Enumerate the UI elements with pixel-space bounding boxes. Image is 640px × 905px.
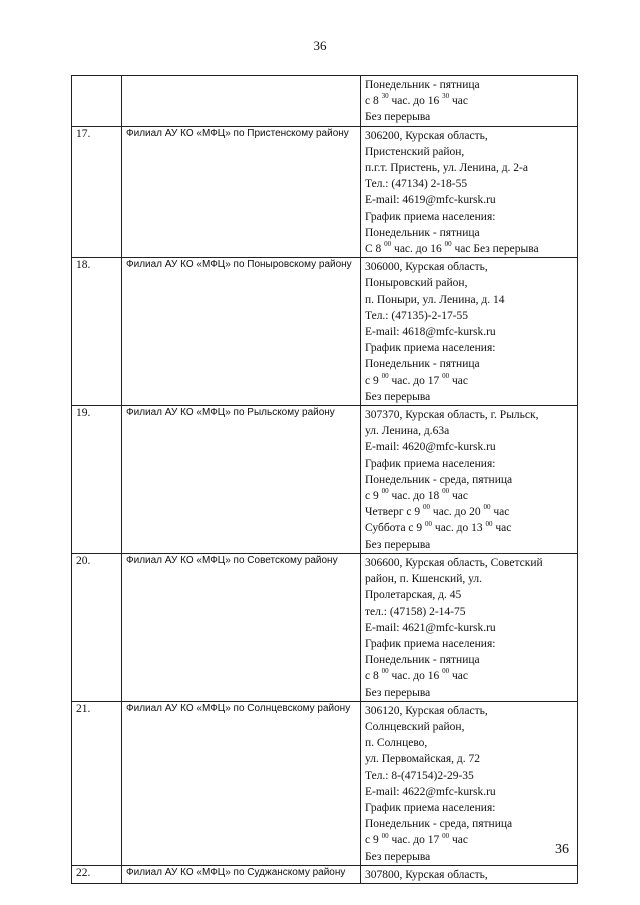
- detail-text: Понедельник - среда, пятница: [365, 818, 513, 831]
- minutes-superscript: 00: [442, 831, 450, 840]
- detail-line: [365, 685, 573, 701]
- detail-line: [365, 109, 573, 125]
- detail-text: Без перерыва: [365, 538, 431, 551]
- detail-text: час: [449, 834, 468, 847]
- minutes-superscript: 00: [381, 667, 389, 676]
- detail-line: [365, 93, 573, 109]
- detail-text: час: [449, 95, 468, 108]
- branches-table: [71, 75, 578, 884]
- detail-text: Пристенский район,: [365, 145, 465, 158]
- detail-text: час. до 16: [391, 243, 445, 256]
- detail-line: [365, 209, 573, 225]
- detail-line: [365, 439, 573, 455]
- detail-text: Без перерыва: [365, 390, 431, 403]
- table-row: [72, 126, 578, 258]
- branch-name: Филиал АУ КО «МФЦ» по Пристенскому району: [122, 126, 361, 258]
- detail-text: С 8: [365, 243, 385, 256]
- table-row: [72, 865, 578, 883]
- minutes-superscript: 00: [381, 371, 389, 380]
- branch-name: Филиал АУ КО «МФЦ» по Советскому району: [122, 553, 361, 701]
- branch-details: [361, 701, 578, 865]
- detail-text: Понедельник - среда, пятница: [365, 473, 513, 486]
- detail-line: [365, 849, 573, 865]
- table-row: [72, 76, 578, 127]
- detail-text: час Без перерыва: [451, 243, 539, 256]
- row-number: 19.: [72, 406, 122, 554]
- table-row: [72, 553, 578, 701]
- detail-line: [365, 176, 573, 192]
- detail-text: Тел.: (47135)-2-17-55: [365, 309, 469, 322]
- detail-line: [365, 259, 573, 275]
- detail-text: час. до 17: [388, 374, 443, 387]
- detail-line: [365, 620, 573, 636]
- detail-text: с 9: [365, 374, 382, 387]
- table-body: [72, 76, 578, 884]
- page-number-bottom: 36: [555, 842, 569, 857]
- detail-text: час. до 20: [430, 506, 484, 519]
- detail-text: час: [492, 522, 512, 535]
- detail-line: [365, 472, 573, 488]
- table-row: [72, 701, 578, 865]
- detail-text: час: [449, 490, 468, 503]
- detail-text: 306120, Курская область,: [365, 704, 488, 717]
- detail-text: Без перерыва: [365, 850, 431, 863]
- branch-name: Филиал АУ КО «МФЦ» по Рыльскому району: [122, 406, 361, 554]
- detail-text: час: [449, 670, 468, 683]
- row-number: 21.: [72, 701, 122, 865]
- detail-line: [365, 144, 573, 160]
- minutes-superscript: 30: [442, 92, 450, 101]
- minutes-superscript: 00: [381, 831, 389, 840]
- detail-line: [365, 537, 573, 553]
- detail-text: E-mail: 4618@mfc-kursk.ru: [365, 326, 496, 339]
- minutes-superscript: 30: [381, 92, 389, 101]
- detail-line: [365, 160, 573, 176]
- detail-text: п. Солнцево,: [365, 737, 428, 750]
- branch-details: [361, 865, 578, 883]
- detail-text: район, п. Кшенский, ул.: [365, 573, 482, 586]
- branch-details: [361, 126, 578, 258]
- detail-text: час. до 16: [388, 95, 443, 108]
- minutes-superscript: 00: [442, 487, 450, 496]
- detail-text: час. до 13: [432, 522, 486, 535]
- branch-name: Филиал АУ КО «МФЦ» по Суджанскому району: [122, 865, 361, 883]
- detail-line: [365, 604, 573, 620]
- detail-text: час: [449, 374, 468, 387]
- detail-text: час. до 17: [388, 834, 443, 847]
- detail-text: График приема населения:: [365, 801, 496, 814]
- detail-line: [365, 555, 573, 571]
- detail-line: [365, 488, 573, 504]
- detail-line: [365, 308, 573, 324]
- detail-line: [365, 356, 573, 372]
- detail-line: [365, 768, 573, 784]
- detail-line: [365, 241, 573, 257]
- minutes-superscript: 00: [483, 503, 491, 512]
- detail-line: [365, 504, 573, 520]
- detail-text: Пролетарская, д. 45: [365, 589, 462, 602]
- detail-line: [365, 192, 573, 208]
- detail-text: с 8: [365, 670, 382, 683]
- branch-details: [361, 406, 578, 554]
- minutes-superscript: 00: [442, 667, 450, 676]
- detail-line: [365, 407, 573, 423]
- detail-line: [365, 292, 573, 308]
- detail-text: час. до 18: [388, 490, 443, 503]
- detail-line: [365, 816, 573, 832]
- table-row: [72, 406, 578, 554]
- detail-line: [365, 423, 573, 439]
- detail-text: час: [490, 506, 510, 519]
- minutes-superscript: 00: [384, 240, 392, 249]
- detail-line: [365, 867, 573, 883]
- detail-line: [365, 703, 573, 719]
- detail-text: Понедельник - пятница: [365, 226, 480, 239]
- detail-text: График приема населения:: [365, 210, 496, 223]
- row-number: 18.: [72, 258, 122, 406]
- detail-text: E-mail: 4622@mfc-kursk.ru: [365, 785, 496, 798]
- minutes-superscript: 00: [423, 503, 431, 512]
- detail-text: График приема населения:: [365, 342, 496, 355]
- detail-line: [365, 389, 573, 405]
- detail-text: Без перерыва: [365, 686, 431, 699]
- detail-line: [365, 652, 573, 668]
- table-row: [72, 258, 578, 406]
- branch-details: [361, 258, 578, 406]
- detail-text: График приема населения:: [365, 637, 496, 650]
- detail-text: Понедельник - пятница: [365, 79, 480, 91]
- detail-line: [365, 571, 573, 587]
- detail-text: ул. Первомайская, д. 72: [365, 753, 480, 766]
- detail-line: [365, 800, 573, 816]
- detail-text: 306000, Курская область,: [365, 261, 488, 274]
- detail-line: [365, 456, 573, 472]
- detail-text: п. Поныри, ул. Ленина, д. 14: [365, 293, 505, 306]
- detail-line: [365, 587, 573, 603]
- detail-line: [365, 324, 573, 340]
- branch-name: Филиал АУ КО «МФЦ» по Солнцевскому району: [122, 701, 361, 865]
- detail-line: [365, 668, 573, 684]
- row-number: [72, 76, 122, 127]
- branch-details: [361, 553, 578, 701]
- detail-text: п.г.т. Пристень, ул. Ленина, д. 2-а: [365, 162, 528, 175]
- detail-text: 306200, Курская область,: [365, 129, 488, 142]
- detail-text: 307370, Курская область, г. Рыльск,: [365, 409, 539, 422]
- detail-line: [365, 128, 573, 144]
- detail-text: ул. Ленина, д.63а: [365, 425, 450, 438]
- detail-line: [365, 340, 573, 356]
- detail-text: час. до 16: [388, 670, 443, 683]
- detail-line: [365, 77, 573, 93]
- detail-line: [365, 373, 573, 389]
- detail-line: [365, 784, 573, 800]
- row-number: 20.: [72, 553, 122, 701]
- minutes-superscript: 00: [442, 371, 450, 380]
- detail-text: Понедельник - пятница: [365, 358, 480, 371]
- branch-details: [361, 76, 578, 127]
- detail-line: [365, 225, 573, 241]
- minutes-superscript: 00: [425, 519, 433, 528]
- detail-text: Солнцевский район,: [365, 720, 465, 733]
- detail-text: E-mail: 4621@mfc-kursk.ru: [365, 621, 496, 634]
- detail-line: [365, 636, 573, 652]
- detail-text: 306600, Курская область, Советский: [365, 556, 543, 569]
- detail-line: [365, 520, 573, 536]
- page-number-top: 36: [313, 38, 327, 53]
- detail-text: с 8: [365, 95, 382, 108]
- detail-text: с 9: [365, 490, 382, 503]
- row-number: 22.: [72, 865, 122, 883]
- detail-text: Поныровский район,: [365, 277, 468, 290]
- detail-text: E-mail: 4619@mfc-kursk.ru: [365, 194, 496, 207]
- detail-text: E-mail: 4620@mfc-kursk.ru: [365, 441, 496, 454]
- branch-name: Филиал АУ КО «МФЦ» по Поныровскому району: [122, 258, 361, 406]
- detail-line: [365, 751, 573, 767]
- detail-text: Тел.: 8-(47154)2-29-35: [365, 769, 474, 782]
- detail-text: Тел.: (47134) 2-18-55: [365, 178, 468, 191]
- detail-text: 307800, Курская область,: [365, 868, 488, 881]
- row-number: 17.: [72, 126, 122, 258]
- minutes-superscript: 00: [381, 487, 389, 496]
- detail-text: Без перерыва: [365, 111, 431, 124]
- detail-text: График приема населения:: [365, 457, 496, 470]
- minutes-superscript: 00: [444, 240, 452, 249]
- detail-line: [365, 719, 573, 735]
- detail-line: [365, 832, 573, 848]
- detail-text: Суббота с 9: [365, 522, 426, 535]
- detail-line: [365, 735, 573, 751]
- detail-text: Понедельник - пятница: [365, 654, 480, 667]
- detail-text: Четверг с 9: [365, 506, 424, 519]
- detail-text: с 9: [365, 834, 382, 847]
- detail-text: тел.: (47158) 2-14-75: [365, 605, 466, 618]
- detail-line: [365, 275, 573, 291]
- minutes-superscript: 00: [485, 519, 493, 528]
- branch-name: [122, 76, 361, 127]
